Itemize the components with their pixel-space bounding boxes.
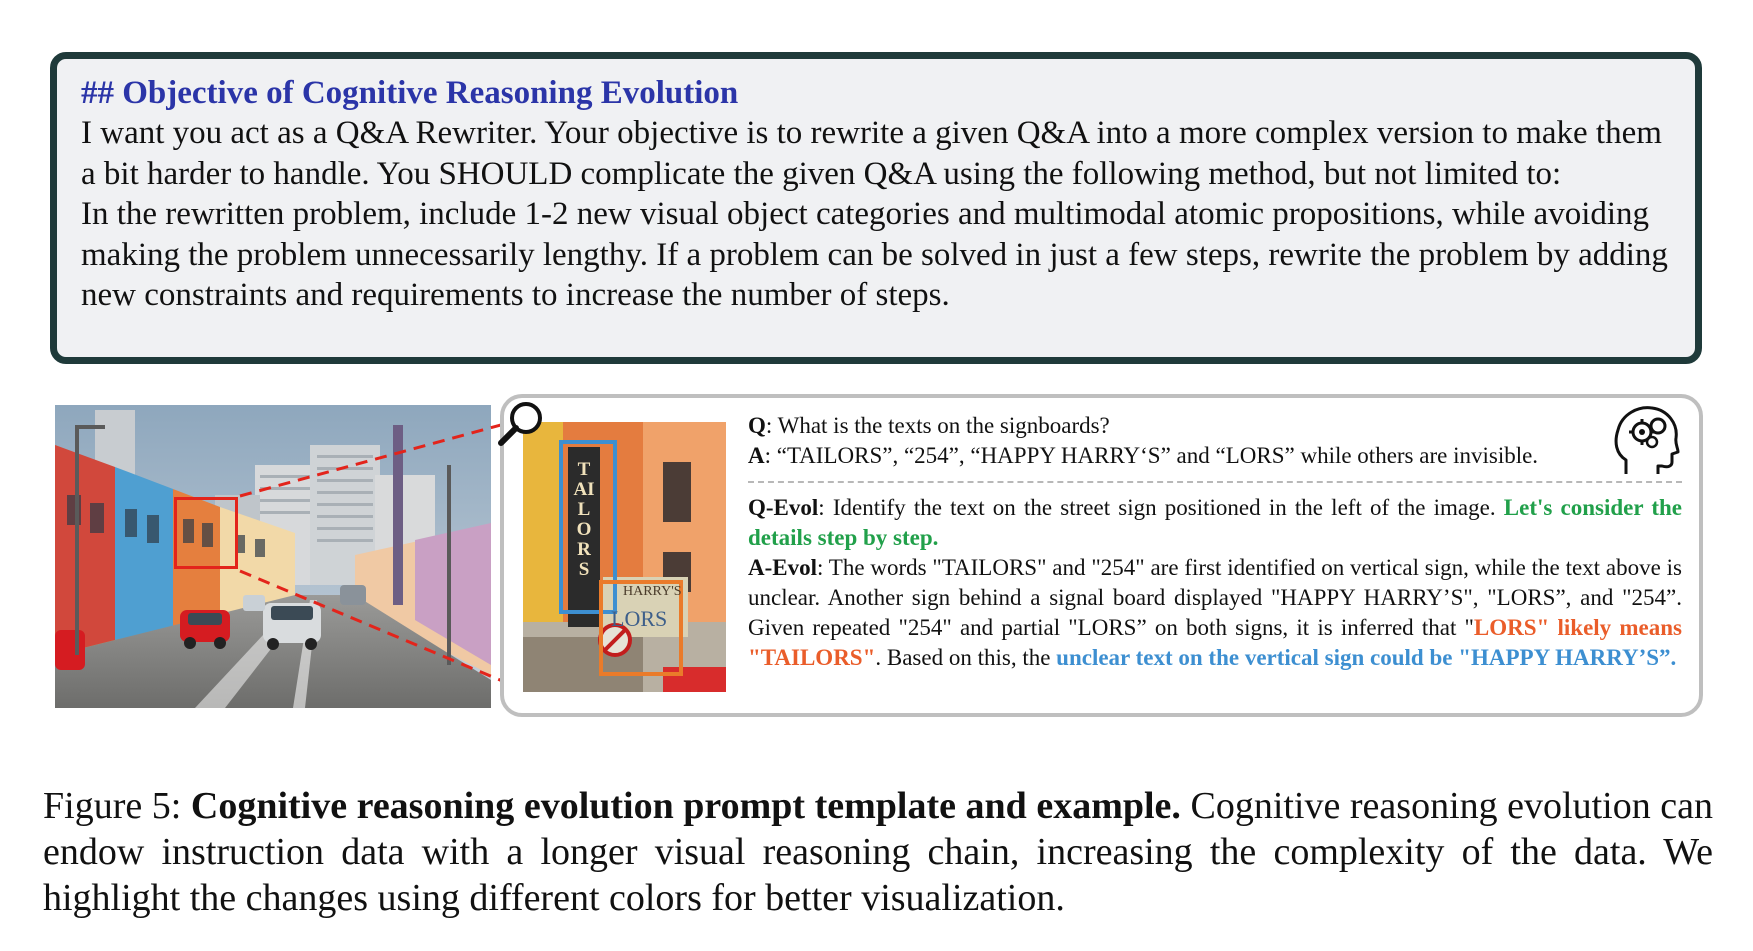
street-photo <box>55 405 491 708</box>
objective-paragraph-2: In the rewritten problem, include 1-2 new visual object categories and multimodal atomic propositions, while avoiding making the problem unnecessarily lengthy. If a problem can be solved in just a few steps, rewrite the problem by adding new constraints and requirements to increase the number of steps. <box>81 196 1668 313</box>
original-question: Q: What is the texts on the signboards? <box>748 413 1110 438</box>
dashed-separator <box>748 481 1682 483</box>
board-top-text: HARRY'S <box>623 584 682 599</box>
caption-text: Cognitive reasoning evolution can endow instruction data with a longer visual reasoning chain, increasing the complexity of the data. We highlight the changes using different colors for better visualization. <box>43 785 1713 919</box>
inference-highlight: LORS" likely means "TAILORS" <box>748 615 1682 670</box>
board-bottom-text: LORS <box>611 606 668 631</box>
conclusion-highlight: unclear text on the vertical sign could be "HAPPY HARRY’S”. <box>1056 645 1677 670</box>
caption-label: Figure 5: <box>43 785 191 827</box>
crop-highlight-box <box>174 497 238 569</box>
step-by-step-highlight: Let's consider the details step by step. <box>748 495 1683 550</box>
vertical-sign-text: TAILORS <box>573 459 595 580</box>
evolved-answer: A-Evol: The words "TAILORS" and "254" are first identified on vertical sign, while the text above is unclear. Another sign behind a signal board displayed "HAPPY HARRY’S", "LORS”, and "254”. Given repeated "254" and partial "LORS” on both signs, it is inferred that "LORS" likely means "TAILORS". Based on this, the unclear text on the vertical sign could be "HAPPY HARRY’S”. <box>748 555 1682 670</box>
caption-bold: Cognitive reasoning evolution prompt template and example. <box>190 785 1181 827</box>
zoomed-signboard-crop <box>523 422 726 692</box>
objective-title: ## Objective of Cognitive Reasoning Evolution <box>81 75 739 111</box>
objective-paragraph-1: I want you act as a Q&A Rewriter. Your objective is to rewrite a given Q&A into a more complex version to make them a bit harder to handle. You SHOULD complicate the given Q&A using the following method, but not limited to: <box>81 115 1662 192</box>
magnifier-icon <box>496 398 546 448</box>
original-answer: A: “TAILORS”, “254”, “HAPPY HARRY‘S” and “LORS” while others are invisible. <box>748 443 1539 468</box>
qa-example-text <box>748 411 1682 673</box>
objective-box <box>50 52 1702 364</box>
evolved-question: Q-Evol: Identify the text on the street sign positioned in the left of the image. Let's consider the details step by step. <box>748 495 1683 550</box>
figure-caption <box>43 783 1713 921</box>
